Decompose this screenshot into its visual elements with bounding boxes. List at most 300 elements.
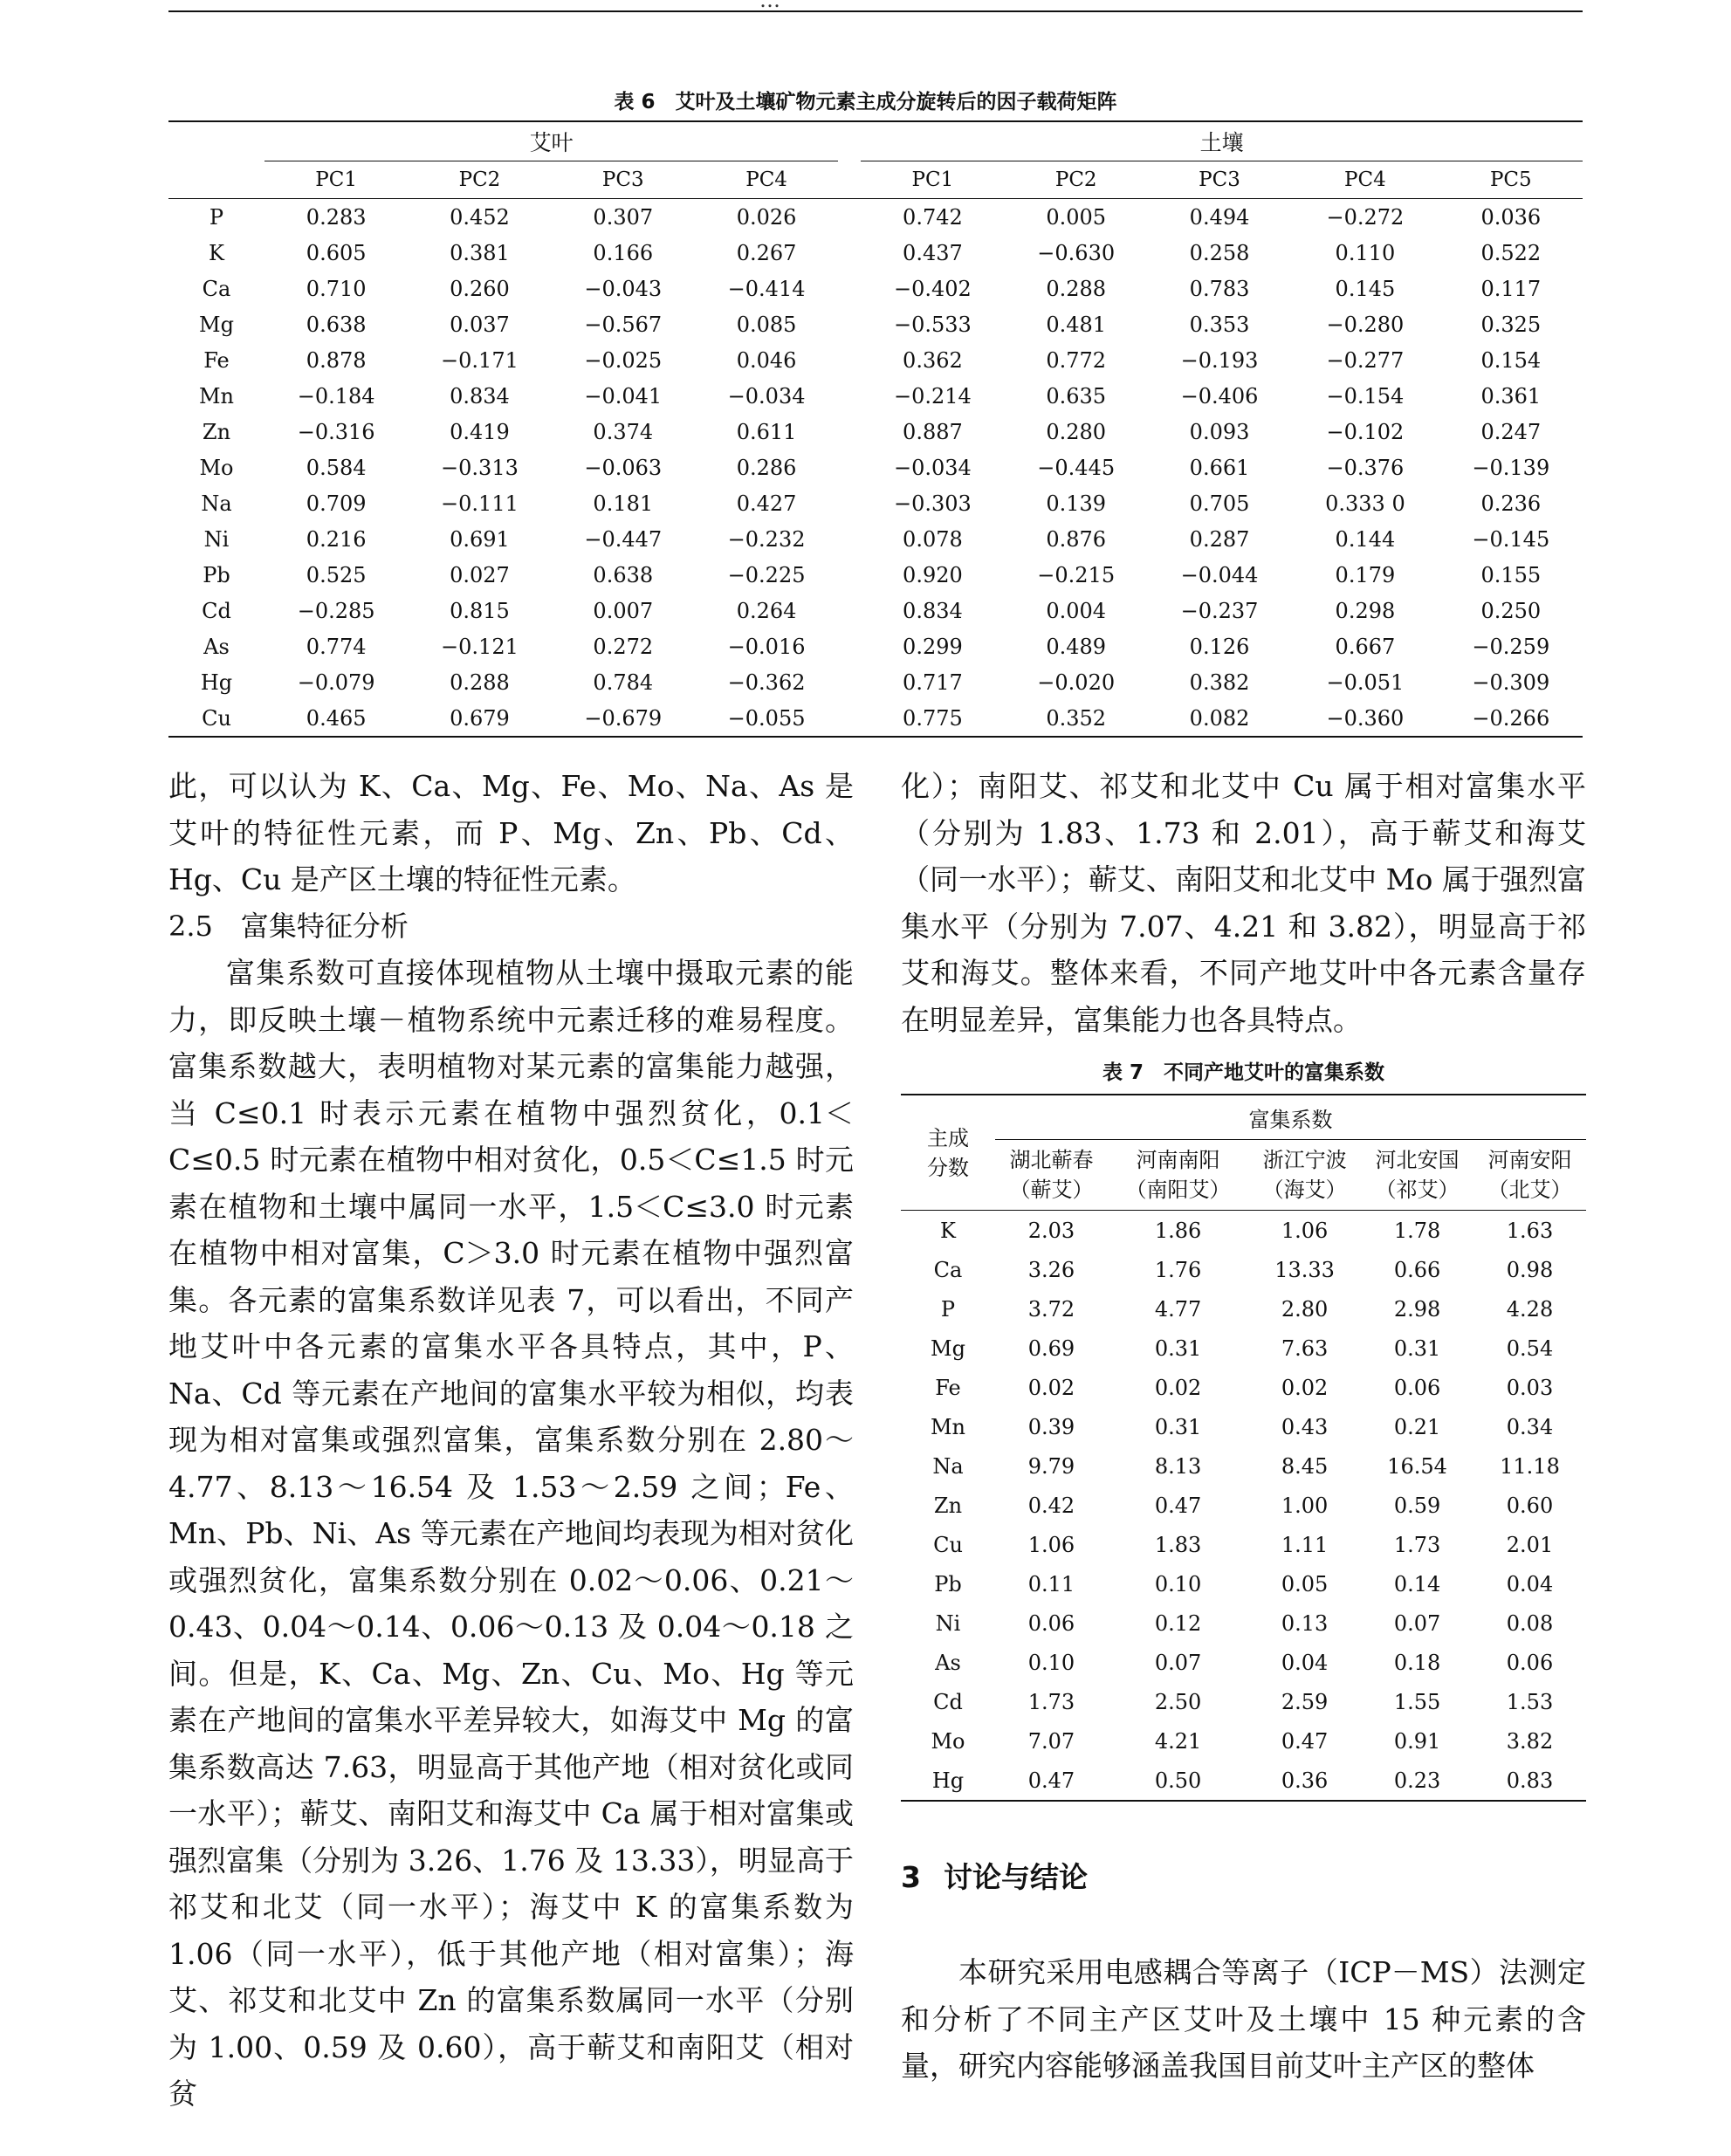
- table6-cell: −0.272: [1326, 204, 1405, 230]
- table7-element: P: [940, 1296, 956, 1322]
- table6-cell: −0.533: [893, 312, 972, 337]
- table7-cell: 1.78: [1393, 1218, 1441, 1243]
- table7-cell: 0.07: [1393, 1610, 1441, 1636]
- paragraph-continuation-right: 化）；南阳艾、祁艾和北艾中 Cu 属于相对富集水平（分别为 1.83、1.73 和 2.01），高于蕲艾和海艾（同一水平）；蕲艾、南阳艾和北艾中 Mo 属于强烈富集水平（分别为 7.07、4.21 和 3.82），明显高于祁艾和海艾。整体来看，不同产地艾叶中各元素含量存在明显差异，富集能力也各具特点。: [901, 769, 1586, 1037]
- table6-cell: −0.280: [1326, 312, 1405, 337]
- table6-cell: −0.277: [1326, 347, 1405, 373]
- table6-cell: 0.772: [1046, 347, 1107, 373]
- table7-element: Ca: [933, 1257, 963, 1282]
- table6-row: [168, 378, 1583, 414]
- section-heading-3: [901, 1855, 1088, 1896]
- table6-cell: 0.272: [593, 634, 654, 659]
- table6-cell: 0.419: [450, 419, 510, 444]
- table7-element: Hg: [931, 1768, 965, 1793]
- table7-cell: 0.47: [1154, 1493, 1202, 1518]
- table6-cell: −0.034: [893, 455, 972, 480]
- table6-pc-leaf: PC1: [264, 161, 408, 199]
- table6-cell: 0.775: [903, 705, 963, 731]
- table6-cell: −0.121: [441, 634, 519, 659]
- table6-element: Mo: [199, 455, 234, 480]
- table6-cell: −0.309: [1472, 669, 1550, 695]
- table6-cell: 0.154: [1480, 347, 1542, 373]
- table6-cell: 0.834: [450, 383, 510, 409]
- table6-cell: −0.445: [1037, 455, 1116, 480]
- table7-cell: 1.55: [1393, 1689, 1441, 1714]
- table7-element: Mn: [930, 1414, 966, 1439]
- table6-cell: 0.250: [1480, 598, 1542, 623]
- table7-region-alias: （南阳艾）: [1125, 1178, 1231, 1202]
- table6-cell: 0.353: [1189, 312, 1250, 337]
- table6-cell: −0.285: [297, 598, 375, 623]
- table6-cell: 0.611: [736, 419, 797, 444]
- table7-element: Ni: [935, 1610, 961, 1636]
- table7-cell: 4.28: [1506, 1296, 1554, 1322]
- table7-element: Cd: [933, 1689, 963, 1714]
- table7-cell: 0.02: [1154, 1375, 1202, 1400]
- table6-cell: 0.267: [736, 240, 797, 265]
- table6-cell: 0.286: [736, 455, 797, 480]
- table6-gap: [838, 378, 861, 414]
- table6-row: [168, 306, 1583, 342]
- table7-element: Zn: [933, 1493, 963, 1518]
- table6-cell: −0.225: [727, 562, 806, 587]
- table6-gap: [838, 593, 861, 628]
- table6-cell: 0.710: [306, 276, 367, 301]
- table6-cell: 0.605: [306, 240, 367, 265]
- table6-cell: 0.920: [903, 562, 963, 587]
- table6-cell: 0.247: [1480, 419, 1542, 444]
- table6-cell: 0.307: [593, 204, 654, 230]
- table6-cell: 0.361: [1480, 383, 1542, 409]
- table6-gap: [838, 161, 861, 199]
- table7-row: [901, 1407, 1586, 1446]
- table7-cell: 0.36: [1281, 1768, 1329, 1793]
- table6-cell: −0.063: [584, 455, 663, 480]
- table6-element: Ca: [202, 276, 231, 301]
- table6-cell: −0.102: [1326, 419, 1405, 444]
- table7-cell: 0.07: [1154, 1650, 1202, 1675]
- table6-element: Fe: [203, 347, 230, 373]
- table6-cell: −0.414: [727, 276, 806, 301]
- table7-cell: 8.13: [1154, 1453, 1202, 1479]
- table7-cell: 11.18: [1500, 1453, 1560, 1479]
- table7-cell: 0.31: [1393, 1335, 1441, 1361]
- table7-row: [901, 1603, 1586, 1643]
- table6-cell: −0.447: [584, 526, 663, 552]
- table6-cell: 0.815: [450, 598, 510, 623]
- paragraph-enrichment: 富集系数可直接体现植物从土壤中摄取元素的能力，即反映土壤－植物系统中元素迁移的难易程度。富集系数越大，表明植物对某元素的富集能力越强，当 C≤0.1 时表示元素在植物中强烈贫化，0.1＜C≤0.5 时元素在植物中相对贫化，0.5＜C≤1.5 时元素在植物和土壤中属同一水平，1.5＜C≤3.0 时元素在植物中相对富集，C＞3.0 时元素在植物中强烈富集。各元素的富集系数详见表 7，可以看出，不同产地艾叶中各元素的富集水平各具特点，其中，P、Na、Cd 等元素在产地间的富集水平较为相似，均表现为相对富集或强烈富集，富集系数分别在 2.80～4.77、8.13～16.54 及 1.53～2.59 之间；Fe、Mn、Pb、Ni、As 等元素在产地间均表现为相对贫化或强烈贫化，富集系数分别在 0.02～0.06、0.21～0.43、0.04～0.14、0.06～0.13 及 0.04～0.18 之间。但是，K、Ca、Mg、Zn、Cu、Mo、Hg 等元素在产地间的富集水平差异较大，如海艾中 Mg 的富集系数高达 7.63，明显高于其他产地（相对贫化或同一水平）；蕲艾、南阳艾和海艾中 Ca 属于相对富集或强烈富集（分别为 3.26、1.76 及 13.33），明显高于祁艾和北艾（同一水平）；海艾中 K 的富集系数为 1.06（同一水平），低于其他产地（相对富集）；海艾、祁艾和北艾中 Zn 的富集系数属同一水平（分别为 1.00、0.59 及 0.60），高于蕲艾和南阳艾（相对贫: [168, 956, 854, 2111]
- table6-cell: 0.288: [1046, 276, 1107, 301]
- table6-row: [168, 235, 1583, 271]
- table6-element: Cd: [202, 598, 231, 623]
- table7-row: [901, 1486, 1586, 1525]
- table7-cell: 0.14: [1393, 1571, 1441, 1596]
- table6-cell: 0.280: [1046, 419, 1107, 444]
- table6-cell: −0.034: [727, 383, 806, 409]
- table6-cell: −0.145: [1472, 526, 1550, 552]
- table7-row: [901, 1525, 1586, 1564]
- table6-cell: 0.489: [1046, 634, 1107, 659]
- table7-cell: 0.11: [1027, 1571, 1075, 1596]
- table6: [168, 120, 1583, 738]
- table7-cell: 8.45: [1281, 1453, 1329, 1479]
- table6-group-soil: 土壤: [861, 121, 1583, 161]
- table7-cell: 2.80: [1281, 1296, 1329, 1322]
- table7-cell: 1.53: [1506, 1689, 1554, 1714]
- table7-element: K: [940, 1218, 956, 1243]
- table7: [901, 1094, 1586, 1802]
- table6-cell: −0.316: [297, 419, 375, 444]
- table6-cell: −0.020: [1037, 669, 1116, 695]
- table6-cell: 0.522: [1480, 240, 1542, 265]
- table6-cell: −0.406: [1180, 383, 1259, 409]
- table7-row: [901, 1721, 1586, 1761]
- table7-cell: 0.43: [1281, 1414, 1329, 1439]
- table6-cell: −0.171: [441, 347, 519, 373]
- table6-cell: 0.260: [450, 276, 510, 301]
- table7-cell: 0.69: [1027, 1335, 1075, 1361]
- table6-cell: 0.494: [1189, 204, 1250, 230]
- table6-cell: 0.784: [593, 669, 654, 695]
- table7-cell: 0.39: [1027, 1414, 1075, 1439]
- table6-row: [168, 593, 1583, 628]
- table6-row: [168, 700, 1583, 737]
- table7-row: [901, 1329, 1586, 1368]
- table7-region-header: [1473, 1140, 1586, 1211]
- running-header-fragment: …: [759, 0, 780, 12]
- table6-cell: 0.005: [1046, 204, 1107, 230]
- table7-cell: 2.50: [1154, 1689, 1202, 1714]
- table6-cell: −0.154: [1326, 383, 1405, 409]
- table7-cell: 0.18: [1393, 1650, 1441, 1675]
- table6-pc-soil: PC4: [1291, 161, 1439, 199]
- table7-cell: 4.21: [1154, 1728, 1202, 1754]
- table7-cell: 0.08: [1506, 1610, 1554, 1636]
- table6-gap: [838, 521, 861, 557]
- table6-caption: 表 6 艾叶及土壤矿物元素主成分旋转后的因子载荷矩阵: [614, 91, 1117, 113]
- table6-gap: [838, 557, 861, 593]
- table6-cell: 0.144: [1335, 526, 1396, 552]
- table7-row-header-line1: 主成: [927, 1125, 969, 1150]
- table6-element: Zn: [202, 419, 231, 444]
- table6-cell: −0.360: [1326, 705, 1405, 731]
- table6-cell: −0.025: [584, 347, 663, 373]
- table6-cell: 0.110: [1335, 240, 1396, 265]
- table7-cell: 1.11: [1281, 1532, 1329, 1557]
- table7-cell: 0.13: [1281, 1610, 1329, 1636]
- table7-region-name: 浙江宁波: [1262, 1148, 1347, 1172]
- table6-cell: 0.584: [306, 455, 367, 480]
- table7-element: Pb: [934, 1571, 962, 1596]
- table7-cell: 3.72: [1027, 1296, 1075, 1322]
- table6-cell: 0.155: [1480, 562, 1542, 587]
- table6-cell: −0.214: [893, 383, 972, 409]
- table7-cell: 7.63: [1281, 1335, 1329, 1361]
- table7-row-header: [901, 1095, 995, 1211]
- table7-cell: 4.77: [1154, 1296, 1202, 1322]
- table6-cell: 0.525: [306, 562, 367, 587]
- table6-gap: [838, 271, 861, 306]
- table7-cell: 0.47: [1281, 1728, 1329, 1754]
- table7-cell: 0.59: [1393, 1493, 1441, 1518]
- table6-gap: [838, 700, 861, 737]
- table6-element: P: [209, 204, 224, 230]
- table6-cell: 0.046: [736, 347, 797, 373]
- table6-cell: −0.055: [727, 705, 806, 731]
- table7-cell: 0.10: [1154, 1571, 1202, 1596]
- table6-row: [168, 485, 1583, 521]
- table6-cell: 0.709: [306, 491, 367, 516]
- table6-cell: 0.179: [1335, 562, 1396, 587]
- section-heading-2-5: 2.5 富集特征分析: [168, 909, 409, 943]
- table7-cell: 0.50: [1154, 1768, 1202, 1793]
- table7-row: [901, 1289, 1586, 1329]
- table6-cell: 0.325: [1480, 312, 1542, 337]
- table6-cell: −0.139: [1472, 455, 1550, 480]
- table7-cell: 0.02: [1027, 1375, 1075, 1400]
- table7-element: As: [935, 1650, 961, 1675]
- table6-pc-soil: PC2: [1005, 161, 1148, 199]
- table6-cell: −0.237: [1180, 598, 1259, 623]
- section-number: 3: [901, 1860, 921, 1894]
- table6-row: [168, 199, 1583, 236]
- table6-cell: 0.717: [903, 669, 963, 695]
- table6-cell: 0.082: [1189, 705, 1250, 731]
- table7-cell: 0.06: [1393, 1375, 1441, 1400]
- table7-region-header: [995, 1140, 1108, 1211]
- table6-element: Mg: [199, 312, 234, 337]
- table6-cell: 0.333 0: [1325, 491, 1405, 516]
- table6-gap: [838, 306, 861, 342]
- table7-element: Cu: [933, 1532, 963, 1557]
- table6-cell: 0.679: [450, 705, 510, 731]
- table6-cell: 0.078: [903, 526, 963, 552]
- table7-element: Na: [932, 1453, 964, 1479]
- table6-element: Ni: [203, 526, 230, 552]
- table6-cell: 0.783: [1189, 276, 1250, 301]
- table6-cell: 0.374: [593, 419, 654, 444]
- table6-element: Pb: [203, 562, 230, 587]
- table6-row: [168, 450, 1583, 485]
- table6-cell: −0.313: [441, 455, 519, 480]
- table6-cell: −0.567: [584, 312, 663, 337]
- table6-pc-leaf: PC3: [552, 161, 695, 199]
- table6-cell: 0.382: [1189, 669, 1250, 695]
- table6-cell: −0.043: [584, 276, 663, 301]
- table7-cell: 2.98: [1393, 1296, 1441, 1322]
- table7-cell: 0.06: [1506, 1650, 1554, 1675]
- table6-cell: 0.876: [1046, 526, 1107, 552]
- table6-cell: 0.288: [450, 669, 510, 695]
- table6-cell: 0.166: [593, 240, 654, 265]
- table6-element: K: [209, 240, 224, 265]
- table6-cell: 0.774: [306, 634, 367, 659]
- table7-cell: 0.91: [1393, 1728, 1441, 1754]
- table7-cell: 0.04: [1281, 1650, 1329, 1675]
- table7-row-header-line2: 分数: [927, 1155, 969, 1180]
- table6-cell: 0.283: [306, 204, 367, 230]
- table7-cell: 2.59: [1281, 1689, 1329, 1714]
- table6-cell: 0.126: [1189, 634, 1250, 659]
- table6-cell: −0.630: [1037, 240, 1116, 265]
- table6-gap: [838, 628, 861, 664]
- header-rule: [168, 10, 1583, 12]
- table7-row: [901, 1643, 1586, 1682]
- table7-region-name: 河南安阳: [1487, 1148, 1572, 1172]
- table7-region-alias: （海艾）: [1262, 1178, 1347, 1202]
- table7-row: [901, 1564, 1586, 1603]
- table6-pc-leaf: PC4: [695, 161, 838, 199]
- table6-cell: 0.085: [736, 312, 797, 337]
- table7-cell: 0.12: [1154, 1610, 1202, 1636]
- table7-cell: 1.76: [1154, 1257, 1202, 1282]
- table6-cell: 0.007: [593, 598, 654, 623]
- table6-group-leaf: 艾叶: [264, 121, 838, 161]
- table7-cell: 2.01: [1506, 1532, 1554, 1557]
- table7-cell: 0.21: [1393, 1414, 1441, 1439]
- table7-cell: 1.73: [1393, 1532, 1441, 1557]
- table6-corner: [168, 161, 264, 199]
- table7-cell: 0.60: [1506, 1493, 1554, 1518]
- table7-cell: 0.66: [1393, 1257, 1441, 1282]
- table7-cell: 1.86: [1154, 1218, 1202, 1243]
- table6-cell: −0.193: [1180, 347, 1259, 373]
- table6-cell: −0.266: [1472, 705, 1550, 731]
- table6-cell: 0.878: [306, 347, 367, 373]
- table6-cell: 0.834: [903, 598, 963, 623]
- table7-cell: 0.02: [1281, 1375, 1329, 1400]
- table6-row: [168, 414, 1583, 450]
- table7-cell: 3.26: [1027, 1257, 1075, 1282]
- table6-cell: 0.638: [593, 562, 654, 587]
- table7-cell: 0.54: [1506, 1335, 1554, 1361]
- table6-cell: −0.044: [1180, 562, 1259, 587]
- table6-element: Mn: [198, 383, 235, 409]
- table7-region-alias: （蕲艾）: [1009, 1178, 1094, 1202]
- table6-cell: 0.117: [1480, 276, 1542, 301]
- paragraph-conclusion: 本研究采用电感耦合等离子（ICP－MS）法测定和分析了不同主产区艾叶及土壤中 15 种元素的含量，研究内容能够涵盖我国目前艾叶主产区的整体: [901, 1955, 1586, 2083]
- table6-cell: −0.232: [727, 526, 806, 552]
- table7-cell: 0.98: [1506, 1257, 1554, 1282]
- table7-element: Fe: [935, 1375, 961, 1400]
- table7-cell: 1.83: [1154, 1532, 1202, 1557]
- table7-row: [901, 1761, 1586, 1801]
- table6-gap: [838, 450, 861, 485]
- table7-region-header: [1361, 1140, 1473, 1211]
- table6-cell: 0.705: [1189, 491, 1250, 516]
- table6-cell: 0.004: [1046, 598, 1107, 623]
- table6-cell: 0.026: [736, 204, 797, 230]
- table6-cell: −0.259: [1472, 634, 1550, 659]
- table6-cell: 0.258: [1189, 240, 1250, 265]
- table6-cell: 0.037: [450, 312, 510, 337]
- table6-cell: −0.051: [1326, 669, 1405, 695]
- table7-cell: 7.07: [1027, 1728, 1075, 1754]
- table6-cell: 0.027: [450, 562, 510, 587]
- table7-cell: 0.23: [1393, 1768, 1441, 1793]
- table6-cell: 0.362: [903, 347, 963, 373]
- table6-cell: 0.465: [306, 705, 367, 731]
- table7-caption: 表 7 不同产地艾叶的富集系数: [1102, 1061, 1384, 1084]
- table6-row: [168, 664, 1583, 700]
- table7-cell: 0.34: [1506, 1414, 1554, 1439]
- table6-cell: −0.303: [893, 491, 972, 516]
- table7-element: Mg: [931, 1335, 965, 1361]
- table7-cell: 13.33: [1274, 1257, 1335, 1282]
- table7-cell: 0.42: [1027, 1493, 1075, 1518]
- table6-cell: 0.145: [1335, 276, 1396, 301]
- table7-region-name: 河南南阳: [1136, 1148, 1220, 1172]
- table6-gap: [838, 235, 861, 271]
- table6-cell: 0.481: [1046, 312, 1107, 337]
- table6-gap: [838, 664, 861, 700]
- table6-cell: 0.139: [1046, 491, 1107, 516]
- table6-cell: 0.452: [450, 204, 510, 230]
- table7-cell: 0.10: [1027, 1650, 1075, 1675]
- table7-cell: 0.47: [1027, 1768, 1075, 1793]
- table6-gap: [838, 342, 861, 378]
- table6-cell: 0.638: [306, 312, 367, 337]
- table6-cell: 0.352: [1046, 705, 1107, 731]
- table6-cell: −0.184: [297, 383, 375, 409]
- table7-row: [901, 1368, 1586, 1407]
- table7-cell: 1.06: [1027, 1532, 1075, 1557]
- table7-cell: 1.73: [1027, 1689, 1075, 1714]
- table7-cell: 9.79: [1027, 1453, 1075, 1479]
- table6-cell: 0.661: [1189, 455, 1250, 480]
- table6-row: [168, 628, 1583, 664]
- table6-cell: 0.887: [903, 419, 963, 444]
- table7-cell: 1.06: [1281, 1218, 1329, 1243]
- table6-cell: 0.427: [736, 491, 797, 516]
- table7-cell: 16.54: [1387, 1453, 1447, 1479]
- table6-cell: −0.376: [1326, 455, 1405, 480]
- table6-pc-soil: PC1: [861, 161, 1004, 199]
- table7-element: Mo: [931, 1728, 965, 1754]
- table6-cell: 0.264: [736, 598, 797, 623]
- table7-cell: 0.06: [1027, 1610, 1075, 1636]
- table7-cell: 0.03: [1506, 1375, 1554, 1400]
- table6-cell: −0.215: [1037, 562, 1116, 587]
- table6-cell: 0.216: [306, 526, 367, 552]
- table6-gap: [838, 414, 861, 450]
- table6-cell: 0.181: [593, 491, 654, 516]
- table7-region-name: 湖北蕲春: [1009, 1148, 1094, 1172]
- table7-cell: 0.31: [1154, 1414, 1202, 1439]
- table6-cell: 0.742: [903, 204, 963, 230]
- table6-cell: −0.402: [893, 276, 972, 301]
- table7-cell: 1.63: [1506, 1218, 1554, 1243]
- table7-region-alias: （祁艾）: [1375, 1178, 1460, 1202]
- table6-pc-soil: PC5: [1439, 161, 1583, 199]
- table6-element: As: [203, 634, 230, 659]
- table7-group-header: 富集系数: [995, 1095, 1586, 1140]
- table6-row: [168, 521, 1583, 557]
- table6-gap: [838, 485, 861, 521]
- table7-row: [901, 1446, 1586, 1486]
- table7-cell: 3.82: [1506, 1728, 1554, 1754]
- left-column: [168, 763, 854, 2118]
- table7-region-header: [1108, 1140, 1248, 1211]
- paragraph-continuation: 此，可以认为 K、Ca、Mg、Fe、Mo、Na、As 是艾叶的特征性元素，而 P、Mg、Zn、Pb、Cd、Hg、Cu 是产区土壤的特征性元素。: [168, 769, 854, 896]
- table6-cell: −0.362: [727, 669, 806, 695]
- section-title: 讨论与结论: [943, 1860, 1088, 1894]
- right-column: [901, 763, 1586, 1043]
- table7-region-header: [1248, 1140, 1361, 1211]
- table6-cell: 0.299: [903, 634, 963, 659]
- table6-cell: 0.093: [1189, 419, 1250, 444]
- table7-cell: 2.03: [1027, 1218, 1075, 1243]
